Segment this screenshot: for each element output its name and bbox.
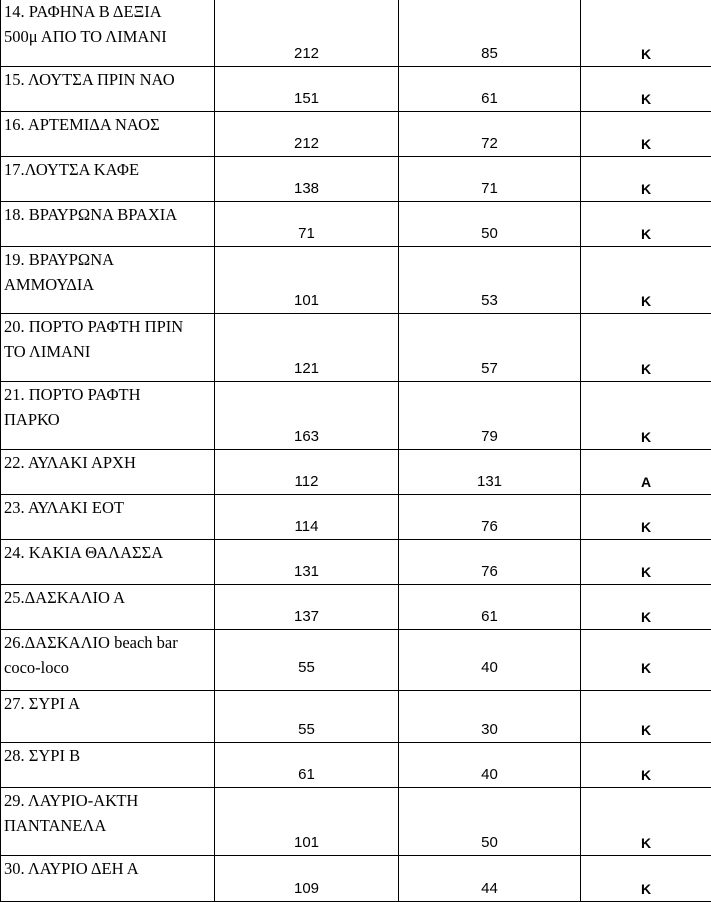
location-name-continued: ΠΑΡΚΟ (4, 407, 214, 432)
location-name: 26.ΔΑΣΚΑΛΙΟ beach bar (4, 630, 214, 655)
location-name: 29. ΛΑΥΡΙΟ-ΑΚΤΗ (4, 788, 214, 813)
value-1-cell: 163 (215, 382, 399, 450)
value-1-cell: 121 (215, 314, 399, 382)
table-row (1, 788, 711, 856)
location-name: 25.ΔΑΣΚΑΛΙΟ Α (4, 585, 214, 610)
class-cell: Κ (581, 0, 711, 67)
location-name: 19. ΒΡΑΥΡΩΝΑ (4, 247, 214, 272)
class-cell: Κ (581, 382, 711, 450)
table-row (1, 157, 711, 202)
table-row (1, 585, 711, 630)
class-cell: Κ (581, 157, 711, 202)
table-row (1, 247, 711, 314)
location-name-continued: ΠΑΝΤΑΝΕΛΑ (4, 813, 214, 838)
class-cell: Κ (581, 495, 711, 540)
value-1-cell: 101 (215, 788, 399, 856)
value-2-cell: 40 (399, 630, 581, 691)
value-2-cell: 61 (399, 67, 581, 112)
value-1-cell: 109 (215, 856, 399, 902)
value-2-cell: 57 (399, 314, 581, 382)
value-2-cell: 79 (399, 382, 581, 450)
location-name-continued: ΑΜΜΟΥΔΙΑ (4, 272, 214, 297)
value-1-cell: 151 (215, 67, 399, 112)
value-2-cell: 85 (399, 0, 581, 67)
value-1-cell: 212 (215, 112, 399, 157)
value-1-cell: 101 (215, 247, 399, 314)
value-1-cell: 55 (215, 630, 399, 691)
value-2-cell: 50 (399, 202, 581, 247)
class-cell: Κ (581, 856, 711, 902)
value-2-cell: 72 (399, 112, 581, 157)
location-name: 18. ΒΡΑΥΡΩΝΑ ΒΡΑΧΙΑ (4, 202, 214, 227)
class-cell: Κ (581, 314, 711, 382)
value-1-cell: 61 (215, 743, 399, 788)
table-row (1, 450, 711, 495)
class-cell: Κ (581, 247, 711, 314)
table-row (1, 495, 711, 540)
table-row (1, 691, 711, 743)
table-row (1, 0, 711, 67)
class-cell: Κ (581, 585, 711, 630)
location-name: 23. ΑΥΛΑΚΙ ΕΟΤ (4, 495, 214, 520)
value-1-cell: 112 (215, 450, 399, 495)
value-1-cell: 137 (215, 585, 399, 630)
location-name: 14. ΡΑΦΗΝΑ Β ΔΕΞΙΑ (4, 0, 214, 24)
location-name-cell (1, 788, 215, 856)
value-1-cell: 71 (215, 202, 399, 247)
location-name-cell (1, 112, 215, 157)
table-row (1, 112, 711, 157)
class-cell: Κ (581, 691, 711, 743)
value-2-cell: 40 (399, 743, 581, 788)
location-name-cell (1, 202, 215, 247)
value-2-cell: 30 (399, 691, 581, 743)
value-2-cell: 76 (399, 495, 581, 540)
value-2-cell: 44 (399, 856, 581, 902)
value-1-cell: 131 (215, 540, 399, 585)
value-2-cell: 76 (399, 540, 581, 585)
table-row (1, 382, 711, 450)
location-name: 17.ΛΟΥΤΣΑ ΚΑΦΕ (4, 157, 214, 182)
location-name-cell (1, 495, 215, 540)
location-name-cell (1, 157, 215, 202)
table-row (1, 743, 711, 788)
location-name-continued: ΤΟ ΛΙΜΑΝΙ (4, 339, 214, 364)
table-row (1, 202, 711, 247)
location-name-cell (1, 382, 215, 450)
location-name: 27. ΣΥΡΙ Α (4, 691, 214, 716)
location-name-continued: coco-loco (4, 655, 214, 680)
value-2-cell: 53 (399, 247, 581, 314)
location-name-cell (1, 247, 215, 314)
table-row (1, 67, 711, 112)
location-name: 22. ΑΥΛΑΚΙ ΑΡΧΗ (4, 450, 214, 475)
class-cell: Κ (581, 540, 711, 585)
location-name: 30. ΛΑΥΡΙΟ ΔΕΗ Α (4, 856, 214, 881)
class-cell: Κ (581, 202, 711, 247)
location-name-cell (1, 540, 215, 585)
value-1-cell: 212 (215, 0, 399, 67)
class-cell: Κ (581, 788, 711, 856)
table-row (1, 540, 711, 585)
class-cell: Κ (581, 67, 711, 112)
class-cell: Α (581, 450, 711, 495)
location-name-cell (1, 691, 215, 743)
location-name-cell (1, 630, 215, 691)
location-name: 20. ΠΟΡΤΟ ΡΑΦΤΗ ΠΡΙΝ (4, 314, 214, 339)
class-cell: Κ (581, 743, 711, 788)
value-2-cell: 61 (399, 585, 581, 630)
location-name: 28. ΣΥΡΙ Β (4, 743, 214, 768)
location-name-cell (1, 0, 215, 67)
class-cell: Κ (581, 630, 711, 691)
table-row (1, 856, 711, 902)
location-name-continued: 500μ ΑΠΟ ΤΟ ΛΙΜΑΝΙ (4, 24, 214, 49)
table-row (1, 314, 711, 382)
location-name: 15. ΛΟΥΤΣΑ ΠΡΙΝ ΝΑΟ (4, 67, 214, 92)
value-1-cell: 138 (215, 157, 399, 202)
location-name-cell (1, 585, 215, 630)
value-2-cell: 71 (399, 157, 581, 202)
location-name: 21. ΠΟΡΤΟ ΡΑΦΤΗ (4, 382, 214, 407)
location-name-cell (1, 314, 215, 382)
value-2-cell: 131 (399, 450, 581, 495)
location-name-cell (1, 67, 215, 112)
class-cell: Κ (581, 112, 711, 157)
location-name: 16. ΑΡΤΕΜΙΔΑ ΝΑΟΣ (4, 112, 214, 137)
location-name-cell (1, 450, 215, 495)
location-name-cell (1, 743, 215, 788)
value-1-cell: 55 (215, 691, 399, 743)
value-1-cell: 114 (215, 495, 399, 540)
location-name-cell (1, 856, 215, 902)
location-name: 24. ΚΑΚΙΑ ΘΑΛΑΣΣΑ (4, 540, 214, 565)
value-2-cell: 50 (399, 788, 581, 856)
table-row (1, 630, 711, 691)
